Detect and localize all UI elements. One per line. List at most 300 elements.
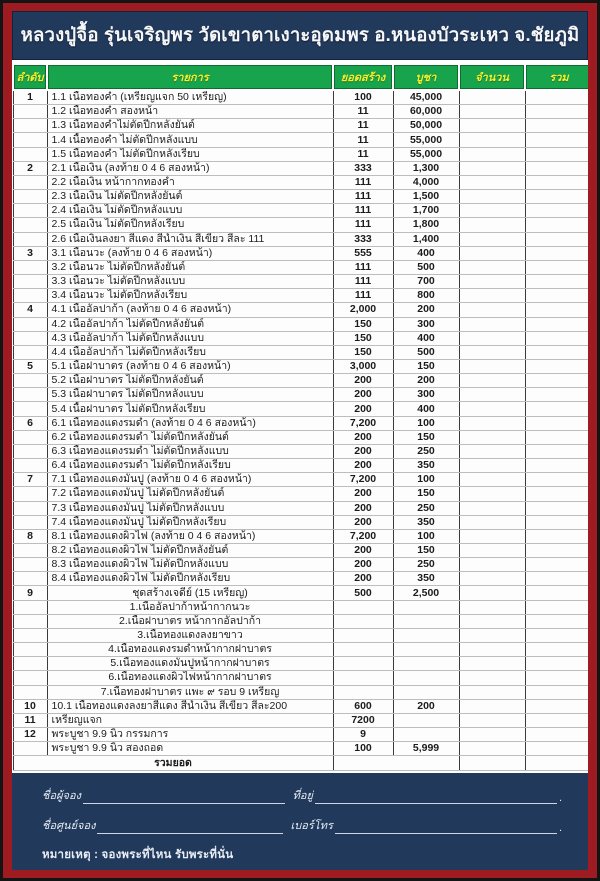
- form-inner: [12, 11, 588, 870]
- cell-made-qty: 200: [333, 572, 393, 586]
- summary-label: รวมยอด: [13, 756, 333, 771]
- cell-order-qty: [459, 190, 525, 204]
- line-end-dot: .: [558, 792, 562, 804]
- cell-price: 50,000: [393, 119, 459, 133]
- table-row: [13, 260, 588, 274]
- cell-row-total: [525, 147, 588, 161]
- cell-row-total: [525, 671, 588, 685]
- cell-price: 45,000: [393, 90, 459, 105]
- table-row: [13, 388, 588, 402]
- table-row: [13, 685, 588, 699]
- table-row: [13, 289, 588, 303]
- cell-made-qty: 600: [333, 699, 393, 713]
- cell-item-name: 2.4 เนื้อเงิน ไม่ตัดปีกหลังแบบ: [47, 204, 333, 218]
- cell-order-qty: [459, 501, 525, 515]
- cell-item-name: 6.เนื้อทองแดงผิวไฟหน้ากากฝาบาตร: [47, 671, 333, 685]
- cell-order-no: 6: [13, 416, 47, 430]
- cell-price: [393, 671, 459, 685]
- cell-made-qty: 7,200: [333, 416, 393, 430]
- address-blank: [315, 791, 557, 804]
- cell-price: 1,300: [393, 161, 459, 175]
- cell-order-qty: [459, 105, 525, 119]
- column-header-4: จำนวน: [459, 64, 525, 90]
- cell-row-total: [525, 558, 588, 572]
- column-header-0: ลำดับ: [13, 64, 47, 90]
- cell-order-no: [13, 501, 47, 515]
- table-row: [13, 572, 588, 586]
- cell-price: [393, 728, 459, 742]
- cell-order-no: [13, 600, 47, 614]
- cell-item-name: 3.3 เนื้อนวะ ไม่ตัดปีกหลังแบบ: [47, 275, 333, 289]
- table-row: [13, 459, 588, 473]
- cell-price: 1,700: [393, 204, 459, 218]
- cell-order-qty: [459, 218, 525, 232]
- cell-item-name: 4.2 เนื้ออัลปาก้า ไม่ตัดปีกหลังยันต์: [47, 317, 333, 331]
- cell-price: 100: [393, 529, 459, 543]
- cell-item-name: 1.2 เนื้อทองคำ สองหน้า: [47, 105, 333, 119]
- cell-row-total: [525, 246, 588, 260]
- cell-order-no: [13, 374, 47, 388]
- cell-order-qty: [459, 600, 525, 614]
- cell-order-qty: [459, 275, 525, 289]
- cell-price: 200: [393, 699, 459, 713]
- cell-made-qty: [333, 671, 393, 685]
- cell-item-name: 6.2 เนื้อทองแดงรมดำ ไม่ตัดปีกหลังยันต์: [47, 430, 333, 444]
- cell-order-no: [13, 657, 47, 671]
- cell-row-total: [525, 204, 588, 218]
- cell-made-qty: [333, 600, 393, 614]
- cell-item-name: 6.1 เนื้อทองแดงรมดำ (ลงท้าย 0 4 6 สองหน้า): [47, 416, 333, 430]
- cell-price: 250: [393, 501, 459, 515]
- cell-price: 400: [393, 402, 459, 416]
- cell-item-name: 7.2 เนื้อทองแดงมันปู ไม่ตัดปีกหลังยันต์: [47, 487, 333, 501]
- cell-price: 1,400: [393, 232, 459, 246]
- table-row: [13, 204, 588, 218]
- cell-row-total: [525, 657, 588, 671]
- cell-item-name: 2.3 เนื้อเงิน ไม่ตัดปีกหลังยันต์: [47, 190, 333, 204]
- cell-order-qty: [459, 359, 525, 373]
- cell-item-name: 5.1 เนื้อฝาบาตร (ลงท้าย 0 4 6 สองหน้า): [47, 359, 333, 373]
- cell-made-qty: 100: [333, 90, 393, 105]
- center-line: [42, 816, 562, 834]
- cell-order-no: [13, 515, 47, 529]
- cell-made-qty: 200: [333, 515, 393, 529]
- table-row: [13, 671, 588, 685]
- cell-row-total: [525, 529, 588, 543]
- table-row: [13, 529, 588, 543]
- cell-made-qty: 111: [333, 218, 393, 232]
- cell-order-qty: [459, 444, 525, 458]
- cell-price: [393, 657, 459, 671]
- cell-item-name: 7.4 เนื้อทองแดงมันปู ไม่ตัดปีกหลังเรียบ: [47, 515, 333, 529]
- cell-order-qty: [459, 260, 525, 274]
- cell-made-qty: 3,000: [333, 359, 393, 373]
- summary-blank: [333, 756, 459, 771]
- summary-row: [13, 756, 588, 771]
- table-row: [13, 359, 588, 373]
- cell-row-total: [525, 388, 588, 402]
- cell-row-total: [525, 728, 588, 742]
- cell-price: 200: [393, 303, 459, 317]
- booking-center-label: ชื่อศูนย์จอง: [42, 820, 96, 832]
- cell-order-no: [13, 459, 47, 473]
- cell-item-name: 1.3 เนื้อทองคำไม่ตัดปีกหลังยันต์: [47, 119, 333, 133]
- cell-row-total: [525, 218, 588, 232]
- cell-order-no: [13, 444, 47, 458]
- cell-row-total: [525, 161, 588, 175]
- summary-qty: [459, 756, 525, 771]
- table-row: [13, 515, 588, 529]
- cell-order-qty: [459, 713, 525, 727]
- cell-order-qty: [459, 671, 525, 685]
- table-row: [13, 147, 588, 161]
- cell-row-total: [525, 501, 588, 515]
- cell-price: 100: [393, 473, 459, 487]
- table-row: [13, 614, 588, 628]
- cell-price: 1,500: [393, 190, 459, 204]
- cell-made-qty: 200: [333, 444, 393, 458]
- remark-note: หมายเหตุ : จองพระที่ไหน รับพระที่นั่น: [42, 849, 234, 861]
- cell-made-qty: 200: [333, 430, 393, 444]
- cell-item-name: 2.เนื้อฝาบาตร หน้ากากอัลปาก้า: [47, 614, 333, 628]
- table-row: [13, 161, 588, 175]
- table-row: [13, 218, 588, 232]
- table-row: [13, 246, 588, 260]
- table-body: [13, 90, 588, 771]
- cell-made-qty: 200: [333, 544, 393, 558]
- cell-order-qty: [459, 331, 525, 345]
- booking-center-blank: [97, 821, 282, 834]
- cell-order-qty: [459, 175, 525, 189]
- cell-row-total: [525, 515, 588, 529]
- cell-order-no: [13, 275, 47, 289]
- table-row: [13, 275, 588, 289]
- cell-order-qty: [459, 119, 525, 133]
- cell-row-total: [525, 133, 588, 147]
- cell-order-qty: [459, 374, 525, 388]
- cell-made-qty: 11: [333, 133, 393, 147]
- cell-order-qty: [459, 232, 525, 246]
- cell-order-no: [13, 671, 47, 685]
- cell-order-no: 7: [13, 473, 47, 487]
- cell-made-qty: 111: [333, 289, 393, 303]
- cell-price: [393, 614, 459, 628]
- cell-row-total: [525, 742, 588, 756]
- cell-row-total: [525, 544, 588, 558]
- cell-price: 350: [393, 572, 459, 586]
- table-row: [13, 713, 588, 727]
- table-row: [13, 628, 588, 642]
- cell-price: 300: [393, 388, 459, 402]
- cell-made-qty: 2,000: [333, 303, 393, 317]
- booker-line: [42, 786, 562, 804]
- cell-made-qty: 7,200: [333, 473, 393, 487]
- cell-order-qty: [459, 388, 525, 402]
- cell-order-no: 2: [13, 161, 47, 175]
- page-title: หลวงปู่จื้อ รุ่นเจริญพร วัดเขาตาเงาะอุดมพร อ.หนองบัวระเหว จ.ชัยภูมิ: [20, 24, 580, 45]
- cell-order-qty: [459, 345, 525, 359]
- cell-price: 350: [393, 515, 459, 529]
- cell-order-no: [13, 119, 47, 133]
- cell-made-qty: 111: [333, 190, 393, 204]
- cell-order-no: [13, 317, 47, 331]
- cell-order-no: [13, 685, 47, 699]
- cell-made-qty: [333, 628, 393, 642]
- cell-item-name: 5.4 เนื้อฝาบาตร ไม่ตัดปีกหลังเรียบ: [47, 402, 333, 416]
- cell-order-no: [13, 190, 47, 204]
- column-header-1: รายการ: [47, 64, 333, 90]
- cell-item-name: 4.เนื้อทองแดงรมดำหน้ากากฝาบาตร: [47, 643, 333, 657]
- cell-made-qty: 11: [333, 147, 393, 161]
- cell-item-name: 6.3 เนื้อทองแดงรมดำ ไม่ตัดปีกหลังแบบ: [47, 444, 333, 458]
- cell-item-name: 7.เนื้อทองฝาบาตร แพะ ๙ รอบ 9 เหรียญ: [47, 685, 333, 699]
- cell-row-total: [525, 317, 588, 331]
- cell-order-qty: [459, 246, 525, 260]
- cell-order-no: [13, 402, 47, 416]
- cell-row-total: [525, 459, 588, 473]
- cell-order-qty: [459, 161, 525, 175]
- price-table-wrap: [12, 63, 588, 771]
- footer-panel: [12, 773, 588, 870]
- table-row: [13, 175, 588, 189]
- summary-total: [525, 756, 588, 771]
- cell-item-name: 1.4 เนื้อทองคำ ไม่ตัดปีกหลังแบบ: [47, 133, 333, 147]
- cell-made-qty: 150: [333, 317, 393, 331]
- cell-row-total: [525, 600, 588, 614]
- cell-item-name: 3.1 เนื้อนวะ (ลงท้าย 0 4 6 สองหน้า): [47, 246, 333, 260]
- table-row: [13, 699, 588, 713]
- line-end-dot: .: [558, 822, 562, 834]
- cell-price: 150: [393, 487, 459, 501]
- cell-order-qty: [459, 402, 525, 416]
- cell-made-qty: 200: [333, 501, 393, 515]
- cell-price: 400: [393, 331, 459, 345]
- table-row: [13, 558, 588, 572]
- cell-order-no: 11: [13, 713, 47, 727]
- cell-order-qty: [459, 628, 525, 642]
- cell-order-no: [13, 218, 47, 232]
- cell-made-qty: 7,200: [333, 529, 393, 543]
- cell-row-total: [525, 105, 588, 119]
- cell-made-qty: 11: [333, 119, 393, 133]
- cell-order-no: 9: [13, 586, 47, 600]
- cell-row-total: [525, 275, 588, 289]
- cell-order-no: [13, 742, 47, 756]
- column-header-3: บูชา: [393, 64, 459, 90]
- cell-price: 150: [393, 544, 459, 558]
- cell-item-name: 7.1 เนื้อทองแดงมันปู (ลงท้าย 0 4 6 สองหน้า): [47, 473, 333, 487]
- cell-price: 300: [393, 317, 459, 331]
- cell-row-total: [525, 303, 588, 317]
- cell-item-name: 8.2 เนื้อทองแดงผิวไฟ ไม่ตัดปีกหลังยันต์: [47, 544, 333, 558]
- cell-order-no: [13, 105, 47, 119]
- cell-price: 55,000: [393, 133, 459, 147]
- cell-row-total: [525, 190, 588, 204]
- cell-made-qty: [333, 614, 393, 628]
- cell-price: 700: [393, 275, 459, 289]
- phone-label: เบอร์โทร: [290, 820, 333, 832]
- cell-row-total: [525, 444, 588, 458]
- cell-item-name: 2.5 เนื้อเงิน ไม่ตัดปีกหลังเรียบ: [47, 218, 333, 232]
- cell-order-no: 1: [13, 90, 47, 105]
- cell-row-total: [525, 175, 588, 189]
- cell-row-total: [525, 487, 588, 501]
- table-row: [13, 232, 588, 246]
- cell-made-qty: 111: [333, 204, 393, 218]
- cell-made-qty: 150: [333, 345, 393, 359]
- cell-item-name: 5.2 เนื้อฝาบาตร ไม่ตัดปีกหลังยันต์: [47, 374, 333, 388]
- cell-order-no: [13, 572, 47, 586]
- table-row: [13, 430, 588, 444]
- cell-row-total: [525, 359, 588, 373]
- cell-order-qty: [459, 657, 525, 671]
- cell-order-qty: [459, 586, 525, 600]
- cell-order-qty: [459, 544, 525, 558]
- cell-row-total: [525, 331, 588, 345]
- cell-made-qty: 333: [333, 161, 393, 175]
- table-row: [13, 657, 588, 671]
- cell-item-name: 2.1 เนื้อเงิน (ลงท้าย 0 4 6 สองหน้า): [47, 161, 333, 175]
- cell-made-qty: 200: [333, 487, 393, 501]
- cell-order-no: 3: [13, 246, 47, 260]
- cell-order-no: [13, 388, 47, 402]
- cell-order-no: [13, 487, 47, 501]
- table-row: [13, 345, 588, 359]
- cell-price: 60,000: [393, 105, 459, 119]
- cell-order-no: [13, 331, 47, 345]
- table-row: [13, 728, 588, 742]
- cell-order-qty: [459, 147, 525, 161]
- cell-row-total: [525, 232, 588, 246]
- cell-made-qty: 9: [333, 728, 393, 742]
- cell-order-no: [13, 175, 47, 189]
- cell-made-qty: 11: [333, 105, 393, 119]
- cell-row-total: [525, 572, 588, 586]
- cell-row-total: [525, 416, 588, 430]
- cell-item-name: 1.เนื้ออัลปาก้าหน้ากากนวะ: [47, 600, 333, 614]
- cell-order-qty: [459, 685, 525, 699]
- cell-row-total: [525, 260, 588, 274]
- cell-order-qty: [459, 572, 525, 586]
- cell-item-name: 2.2 เนื้อเงิน หน้ากากทองคำ: [47, 175, 333, 189]
- header-row: [13, 64, 588, 90]
- cell-made-qty: 111: [333, 260, 393, 274]
- cell-item-name: 5.เนื้อทองแดงมันปูหน้ากากฝาบาตร: [47, 657, 333, 671]
- cell-row-total: [525, 473, 588, 487]
- cell-row-total: [525, 628, 588, 642]
- cell-item-name: 1.5 เนื้อทองคำ ไม่ตัดปีกหลังเรียบ: [47, 147, 333, 161]
- cell-price: [393, 600, 459, 614]
- cell-order-qty: [459, 459, 525, 473]
- cell-order-qty: [459, 742, 525, 756]
- cell-made-qty: 150: [333, 331, 393, 345]
- address-label: ที่อยู่: [292, 790, 313, 802]
- table-row: [13, 600, 588, 614]
- cell-item-name: พระบูชา 9.9 นิ้ว สองถอด: [47, 742, 333, 756]
- cell-price: 250: [393, 558, 459, 572]
- table-row: [13, 643, 588, 657]
- cell-price: 55,000: [393, 147, 459, 161]
- title-bar: [12, 11, 588, 60]
- cell-made-qty: 7200: [333, 713, 393, 727]
- cell-made-qty: 200: [333, 459, 393, 473]
- cell-price: 100: [393, 416, 459, 430]
- table-row: [13, 544, 588, 558]
- cell-made-qty: 500: [333, 586, 393, 600]
- cell-order-qty: [459, 303, 525, 317]
- cell-order-no: [13, 614, 47, 628]
- cell-order-no: [13, 544, 47, 558]
- cell-order-no: 5: [13, 359, 47, 373]
- table-row: [13, 119, 588, 133]
- cell-made-qty: [333, 643, 393, 657]
- cell-row-total: [525, 586, 588, 600]
- cell-item-name: 1.1 เนื้อทองคำ (เหรียญแจก 50 เหรียญ): [47, 90, 333, 105]
- table-row: [13, 742, 588, 756]
- cell-order-no: [13, 260, 47, 274]
- cell-price: 150: [393, 430, 459, 444]
- cell-item-name: พระบูชา 9.9 นิ้ว กรรมการ: [47, 728, 333, 742]
- cell-made-qty: 200: [333, 388, 393, 402]
- cell-order-qty: [459, 204, 525, 218]
- cell-row-total: [525, 713, 588, 727]
- cell-row-total: [525, 685, 588, 699]
- cell-item-name: 8.3 เนื้อทองแดงผิวไฟ ไม่ตัดปีกหลังแบบ: [47, 558, 333, 572]
- booker-name-blank: [83, 791, 285, 804]
- cell-row-total: [525, 614, 588, 628]
- cell-order-qty: [459, 289, 525, 303]
- cell-order-qty: [459, 643, 525, 657]
- cell-item-name: 8.1 เนื้อทองแดงผิวไฟ (ลงท้าย 0 4 6 สองหน้า): [47, 529, 333, 543]
- cell-price: [393, 628, 459, 642]
- cell-order-no: 12: [13, 728, 47, 742]
- cell-order-no: [13, 558, 47, 572]
- cell-row-total: [525, 345, 588, 359]
- price-table: [12, 63, 588, 771]
- cell-made-qty: 555: [333, 246, 393, 260]
- table-row: [13, 402, 588, 416]
- table-row: [13, 487, 588, 501]
- cell-made-qty: 100: [333, 742, 393, 756]
- cell-price: 200: [393, 374, 459, 388]
- cell-item-name: เหรียญแจก: [47, 713, 333, 727]
- cell-order-no: 4: [13, 303, 47, 317]
- table-row: [13, 331, 588, 345]
- cell-order-qty: [459, 473, 525, 487]
- column-header-2: ยอดสร้าง: [333, 64, 393, 90]
- table-row: [13, 416, 588, 430]
- table-row: [13, 317, 588, 331]
- cell-price: 400: [393, 246, 459, 260]
- cell-item-name: 4.4 เนื้ออัลปาก้า ไม่ตัดปีกหลังเรียบ: [47, 345, 333, 359]
- cell-order-qty: [459, 133, 525, 147]
- cell-order-no: [13, 430, 47, 444]
- cell-item-name: 3.4 เนื้อนวะ ไม่ตัดปีกหลังเรียบ: [47, 289, 333, 303]
- table-row: [13, 473, 588, 487]
- cell-price: 800: [393, 289, 459, 303]
- cell-order-qty: [459, 416, 525, 430]
- cell-order-qty: [459, 529, 525, 543]
- cell-order-qty: [459, 317, 525, 331]
- cell-row-total: [525, 289, 588, 303]
- cell-row-total: [525, 374, 588, 388]
- cell-order-no: [13, 289, 47, 303]
- cell-item-name: 10.1 เนื้อทองแดงลงยาสีแดง สีน้ำเงิน สีเขียว สีละ200: [47, 699, 333, 713]
- table-row: [13, 501, 588, 515]
- cell-order-qty: [459, 699, 525, 713]
- cell-order-no: [13, 204, 47, 218]
- cell-item-name: 4.3 เนื้ออัลปาก้า ไม่ตัดปีกหลังแบบ: [47, 331, 333, 345]
